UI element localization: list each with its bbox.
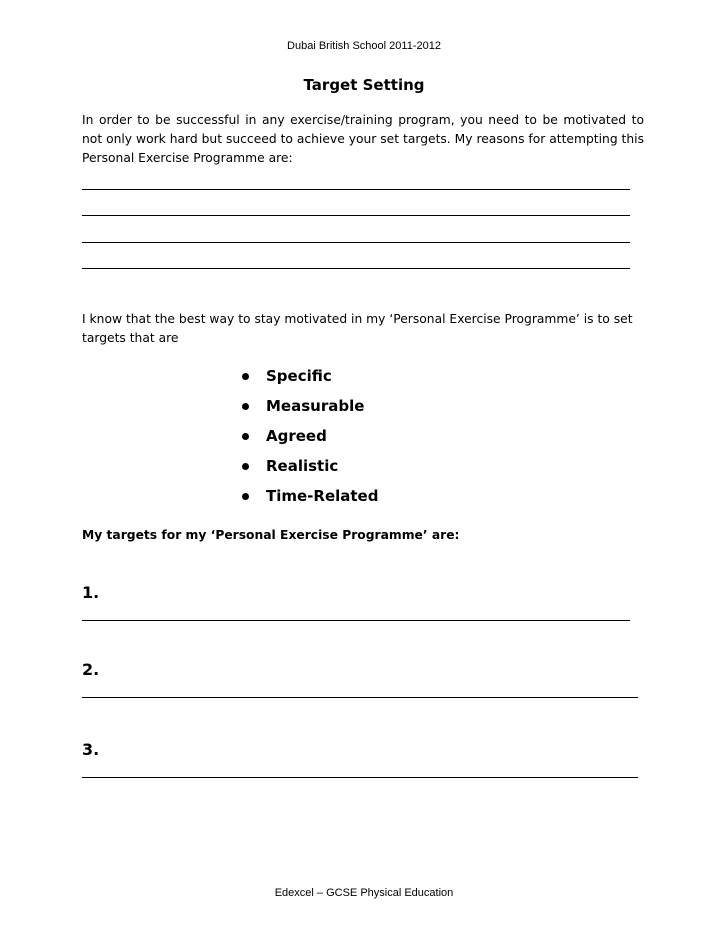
answer-line-3[interactable] <box>82 242 630 243</box>
smart-item-realistic: Realistic <box>266 457 339 475</box>
bullet-icon <box>242 463 249 470</box>
bullet-icon <box>242 433 249 440</box>
page-footer: Edexcel – GCSE Physical Education <box>274 887 454 899</box>
target-number-3: 3. <box>82 740 100 759</box>
smart-list <box>242 361 378 511</box>
list-item <box>242 361 378 391</box>
smart-item-agreed: Agreed <box>266 427 327 445</box>
bullet-icon <box>242 403 249 410</box>
target-number-1: 1. <box>82 583 100 602</box>
intro-paragraph: In order to be successful in any exercise/training program, you need to be motivated to not only work hard but succeed to achieve your set targets. My reasons for attempting this Personal Exercise Programme are: <box>82 113 644 165</box>
bullet-icon <box>242 493 249 500</box>
smart-item-time-related: Time-Related <box>266 487 379 505</box>
smart-item-measurable: Measurable <box>266 397 365 415</box>
target-line-2[interactable] <box>82 697 638 698</box>
list-item <box>242 391 378 421</box>
target-number-2: 2. <box>82 660 100 679</box>
answer-line-4[interactable] <box>82 268 630 269</box>
targets-heading: My targets for my ‘Personal Exercise Programme’ are: <box>82 528 460 542</box>
target-line-1[interactable] <box>82 620 630 621</box>
page-header: Dubai British School 2011-2012 <box>287 40 441 52</box>
motivation-paragraph: I know that the best way to stay motivated in my ‘Personal Exercise Programme’ is to set targets that are <box>82 312 633 345</box>
list-item <box>242 481 378 511</box>
answer-line-1[interactable] <box>82 189 630 190</box>
smart-item-specific: Specific <box>266 367 332 385</box>
answer-line-2[interactable] <box>82 215 630 216</box>
target-line-3[interactable] <box>82 777 638 778</box>
list-item <box>242 421 378 451</box>
bullet-icon <box>242 373 249 380</box>
list-item <box>242 451 378 481</box>
page-title: Target Setting <box>303 76 425 94</box>
